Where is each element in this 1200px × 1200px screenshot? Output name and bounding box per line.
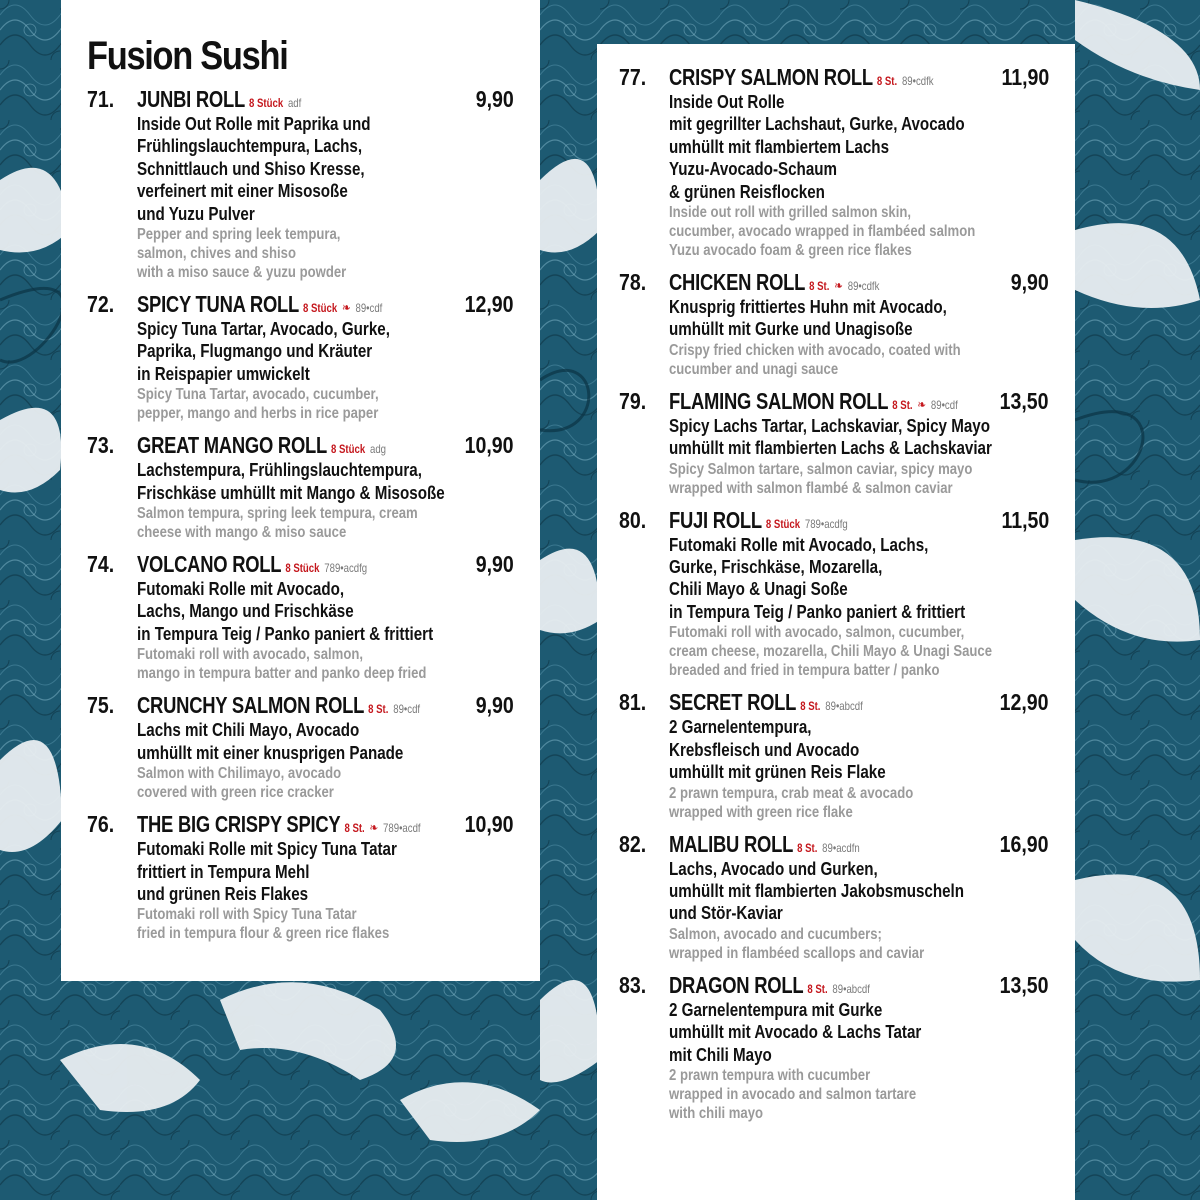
item-description — [137, 719, 514, 802]
item-price: 12,90 — [465, 291, 514, 318]
description-german-line: umhüllt mit Gurke und Unagisoße — [669, 318, 913, 340]
description-german-line: Lachs, Avocado und Gurken, — [669, 857, 878, 879]
description-german-line: Gurke, Frischkäse, Mozarella, — [669, 556, 883, 578]
menu-item-header — [87, 692, 514, 719]
description-english-line: cream cheese, mozarella, Chili Mayo & Unagi Sauce — [669, 643, 993, 661]
description-german-line: in Reispapier umwickelt — [137, 362, 310, 384]
item-price: 13,50 — [1000, 971, 1049, 998]
description-german-line: Schnittlauch und Shiso Kresse, — [137, 157, 365, 179]
item-description — [137, 459, 514, 542]
item-quantity: 8 Stück — [303, 301, 338, 316]
page-title: Fusion Sushi — [87, 34, 288, 78]
menu-item-header — [87, 432, 514, 459]
menu-item-header — [619, 831, 1049, 858]
item-name: MALIBU ROLL — [669, 830, 794, 857]
item-price: 11,50 — [1001, 506, 1049, 533]
chili-pepper-icon: ❧ — [834, 278, 843, 294]
allergen-codes: 89•abcdf — [832, 981, 870, 996]
description-english-line: Yuzu avocado foam & green rice flakes — [669, 242, 912, 260]
item-name: VOLCANO ROLL — [137, 551, 282, 578]
description-english-line: Futomaki roll with avocado, salmon, — [137, 646, 363, 664]
description-german-line: Futomaki Rolle mit Spicy Tuna Tatar — [137, 838, 397, 860]
allergen-codes: 89•cdf — [355, 301, 383, 316]
item-name: CHICKEN ROLL — [669, 269, 806, 296]
description-english-line: wrapped with salmon flambé & salmon caviar — [669, 479, 953, 497]
menu-list-right — [619, 64, 1049, 1123]
description-english-line: with chili mayo — [669, 1104, 764, 1122]
item-description — [669, 858, 1049, 963]
menu-item-header — [87, 551, 514, 578]
description-english-line: Salmon tempura, spring leek tempura, cream — [137, 505, 418, 523]
menu-item — [87, 86, 514, 282]
description-english-line: fried in tempura flour & green rice flakes — [137, 925, 390, 943]
description-german-line: frittiert in Tempura Mehl — [137, 860, 310, 882]
item-name: JUNBI ROLL — [137, 86, 246, 112]
description-german-line: Frühlingslauchtempura, Lachs, — [137, 135, 363, 157]
item-price: 16,90 — [1000, 830, 1049, 857]
description-german-line: und grünen Reis Flakes — [137, 882, 309, 904]
item-price: 11,90 — [1001, 64, 1049, 90]
item-name: THE BIG CRISPY SPICY — [137, 811, 341, 838]
description-english-line: cheese with mango & miso sauce — [137, 524, 347, 542]
description-german-line: umhüllt mit einer knusprigen Panade — [137, 741, 404, 763]
description-german-line: Frischkäse umhüllt mit Mango & Misosoße — [137, 481, 445, 503]
menu-item — [619, 831, 1049, 963]
menu-item-header — [619, 388, 1049, 415]
menu-item-header — [619, 64, 1049, 91]
item-number: 83. — [619, 971, 647, 998]
description-german-line: Paprika, Flugmango und Kräuter — [137, 340, 373, 362]
item-name: FUJI ROLL — [669, 506, 762, 533]
item-number: 74. — [87, 551, 115, 578]
chili-pepper-icon: ❧ — [369, 820, 379, 836]
description-english-line: mango in tempura batter and panko deep fried — [137, 665, 427, 683]
menu-list-left — [87, 86, 514, 943]
description-german-line: & grünen Reisflocken — [669, 180, 825, 202]
allergen-codes: 89•cdfk — [847, 279, 880, 294]
item-price: 10,90 — [465, 432, 514, 459]
allergen-codes: adg — [369, 442, 386, 457]
item-number: 71. — [87, 86, 115, 112]
menu-item — [87, 811, 514, 943]
description-german-line: Lachs, Mango und Frischkäse — [137, 600, 354, 622]
item-name: SECRET ROLL — [669, 689, 797, 716]
item-quantity: 8 St. — [809, 279, 830, 294]
description-german-line: Inside Out Rolle mit Paprika und — [137, 113, 371, 134]
description-german-line: Futomaki Rolle mit Avocado, — [137, 578, 345, 600]
item-name: GREAT MANGO ROLL — [137, 432, 328, 459]
item-quantity: 8 Stück — [331, 442, 366, 457]
description-english-line: Crispy fried chicken with avocado, coated with — [669, 341, 961, 359]
menu-item — [619, 972, 1049, 1123]
description-german-line: mit gegrillter Lachshaut, Gurke, Avocado — [669, 113, 965, 135]
menu-item-header — [87, 811, 514, 838]
description-english-line: 2 prawn tempura with cucumber — [669, 1066, 871, 1084]
item-number: 80. — [619, 506, 647, 533]
description-german-line: Yuzu-Avocado-Schaum — [669, 158, 838, 180]
item-description — [137, 838, 514, 943]
allergen-codes: adf — [287, 96, 302, 110]
item-quantity: 8 St. — [797, 840, 818, 855]
item-quantity: 8 Stück — [249, 96, 284, 110]
description-english-line: cucumber, avocado wrapped in flambéed salmon — [669, 223, 976, 241]
menu-item-header — [619, 972, 1049, 999]
menu-item — [87, 692, 514, 802]
allergen-codes: 89•abcdf — [825, 699, 863, 714]
item-description — [669, 296, 1049, 379]
description-german-line: mit Chili Mayo — [669, 1043, 772, 1065]
description-german-line: Chili Mayo & Unagi Soße — [669, 578, 848, 600]
description-english-line: covered with green rice cracker — [137, 784, 334, 802]
description-german-line: in Tempura Teig / Panko paniert & frittiert — [669, 600, 966, 622]
description-english-line: Spicy Salmon tartare, salmon caviar, spicy mayo — [669, 460, 973, 478]
description-english-line: breaded and fried in tempura batter / panko — [669, 662, 940, 680]
description-german-line: verfeinert mit einer Misosoße — [137, 180, 348, 202]
item-number: 81. — [619, 689, 647, 716]
description-english-line: wrapped in avocado and salmon tartare — [669, 1085, 917, 1103]
description-english-line: Salmon, avocado and cucumbers; — [669, 925, 882, 943]
allergen-codes: 89•acdfn — [822, 840, 860, 855]
description-english-line: Futomaki roll with avocado, salmon, cucumber, — [669, 624, 965, 642]
allergen-codes: 89•cdf — [930, 397, 958, 412]
menu-item-header — [619, 269, 1049, 296]
item-price: 12,90 — [1000, 689, 1049, 716]
description-english-line: 2 prawn tempura, crab meat & avocado — [669, 784, 914, 802]
menu-item — [87, 432, 514, 542]
item-price: 10,90 — [465, 811, 514, 838]
item-description — [669, 415, 1049, 498]
item-description — [137, 113, 514, 282]
item-price: 9,90 — [475, 86, 514, 112]
menu-panel-left — [61, 0, 540, 981]
allergen-codes: 89•cdf — [393, 702, 421, 717]
item-price: 9,90 — [475, 551, 514, 578]
item-description — [669, 91, 1049, 260]
menu-item-header — [619, 507, 1049, 534]
description-german-line: 2 Garnelentempura, — [669, 716, 812, 738]
description-german-line: Lachs mit Chili Mayo, Avocado — [137, 719, 360, 741]
description-english-line: Inside out roll with grilled salmon skin, — [669, 204, 912, 222]
item-name: FLAMING SALMON ROLL — [669, 387, 889, 414]
item-number: 82. — [619, 830, 647, 857]
item-quantity: 8 St. — [807, 981, 828, 996]
item-price: 9,90 — [1010, 269, 1049, 296]
item-name: DRAGON ROLL — [669, 971, 804, 998]
item-description — [669, 716, 1049, 821]
item-number: 72. — [87, 291, 115, 318]
description-german-line: umhüllt mit flambierten Lachs & Lachskaviar — [669, 437, 992, 459]
item-description — [669, 534, 1049, 681]
item-name: SPICY TUNA ROLL — [137, 291, 300, 318]
item-quantity: 8 Stück — [285, 561, 320, 576]
item-description — [669, 999, 1049, 1123]
item-quantity: 8 Stück — [765, 516, 801, 531]
item-number: 76. — [87, 811, 115, 838]
description-german-line: Lachstempura, Frühlingslauchtempura, — [137, 459, 422, 481]
item-name: CRISPY SALMON ROLL — [669, 64, 873, 90]
description-english-line: Spicy Tuna Tartar, avocado, cucumber, — [137, 386, 379, 404]
item-quantity: 8 St. — [344, 821, 365, 836]
item-description — [137, 318, 514, 423]
menu-item — [619, 388, 1049, 498]
item-name: CRUNCHY SALMON ROLL — [137, 692, 365, 719]
description-english-line: Salmon with Chilimayo, avocado — [137, 765, 342, 783]
description-german-line: umhüllt mit Avocado & Lachs Tatar — [669, 1021, 922, 1043]
description-german-line: Inside Out Rolle — [669, 91, 785, 112]
description-english-line: wrapped with green rice flake — [669, 803, 853, 821]
menu-item-header — [619, 689, 1049, 716]
item-number: 73. — [87, 432, 115, 459]
allergen-codes: 789•acdf — [383, 821, 421, 836]
menu-item — [619, 689, 1049, 821]
item-quantity: 8 St. — [876, 74, 898, 88]
allergen-codes: 789•acdfg — [324, 561, 368, 576]
menu-item — [619, 64, 1049, 260]
description-german-line: in Tempura Teig / Panko paniert & frittiert — [137, 622, 434, 644]
description-german-line: und Yuzu Pulver — [137, 202, 255, 224]
chili-pepper-icon: ❧ — [917, 396, 927, 412]
description-german-line: Futomaki Rolle mit Avocado, Lachs, — [669, 533, 929, 555]
menu-item — [619, 269, 1049, 379]
description-english-line: salmon, chives and shiso — [137, 245, 296, 263]
item-price: 9,90 — [475, 692, 514, 719]
chili-pepper-icon: ❧ — [341, 300, 351, 316]
description-german-line: 2 Garnelentempura mit Gurke — [669, 998, 883, 1020]
item-description — [137, 578, 514, 683]
item-number: 78. — [619, 269, 647, 296]
menu-item-header — [87, 291, 514, 318]
description-english-line: Pepper and spring leek tempura, — [137, 226, 341, 244]
description-english-line: cucumber and unagi sauce — [669, 360, 839, 378]
description-english-line: Futomaki roll with Spicy Tuna Tatar — [137, 906, 357, 924]
description-german-line: und Stör-Kaviar — [669, 902, 783, 924]
description-german-line: Spicy Lachs Tartar, Lachskaviar, Spicy Mayo — [669, 414, 990, 436]
description-german-line: Spicy Tuna Tartar, Avocado, Gurke, — [137, 318, 390, 340]
description-german-line: umhüllt mit flambiertem Lachs — [669, 135, 890, 157]
description-german-line: umhüllt mit grünen Reis Flake — [669, 761, 886, 783]
menu-item — [619, 507, 1049, 681]
item-number: 77. — [619, 64, 647, 90]
item-quantity: 8 St. — [892, 397, 913, 412]
item-number: 75. — [87, 692, 115, 719]
description-english-line: with a miso sauce & yuzu powder — [137, 264, 347, 282]
allergen-codes: 89•cdfk — [901, 74, 934, 88]
item-quantity: 8 St. — [800, 699, 821, 714]
menu-panel-right — [597, 44, 1075, 1200]
description-english-line: wrapped in flambéed scallops and caviar — [669, 944, 925, 962]
description-german-line: umhüllt mit flambierten Jakobsmuscheln — [669, 879, 965, 901]
item-price: 13,50 — [1000, 387, 1049, 414]
menu-item — [87, 291, 514, 423]
menu-item — [87, 551, 514, 683]
description-german-line: Knusprig frittiertes Huhn mit Avocado, — [669, 296, 947, 318]
allergen-codes: 789•acdfg — [804, 516, 848, 531]
item-quantity: 8 St. — [368, 702, 389, 717]
description-german-line: Krebsfleisch und Avocado — [669, 738, 860, 760]
description-english-line: pepper, mango and herbs in rice paper — [137, 405, 379, 423]
menu-item-header — [87, 86, 514, 113]
item-number: 79. — [619, 387, 647, 414]
